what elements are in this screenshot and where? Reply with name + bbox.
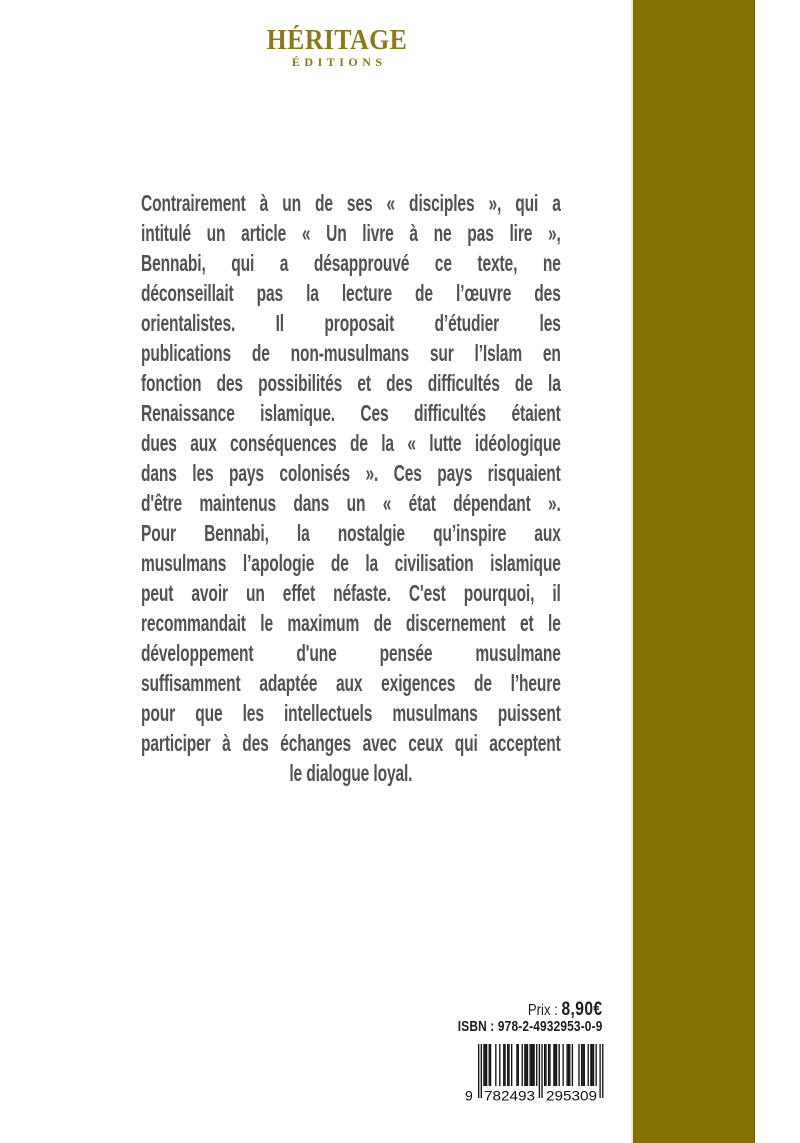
blurb-line: Bennabi, qui a désapprouvé ce texte, ne [141,250,561,276]
back-cover-blurb [141,188,561,788]
blurb-line: suffisamment adaptée aux exigences de l’heure [141,670,561,696]
blurb-line: Pour Bennabi, la nostalgie qu’inspire aux [141,520,561,546]
blurb-line: musulmans l’apologie de la civilisation islamique [141,550,561,576]
blurb-line: Renaissance islamique. Ces difficultés étaient [141,400,561,426]
publisher-name: HÉRITAGE [266,25,408,56]
blurb-line: Contrairement à un de ses « disciples », qui a [141,190,561,216]
blurb-line: le dialogue loyal. [289,760,413,786]
price-value: 8,90€ [560,999,602,1020]
blurb-line: fonction des possibilités et des difficultés de la [141,370,561,396]
svg-text:782493: 782493 [483,1087,536,1104]
blurb-line: pour que les intellectuels musulmans puissent [141,700,561,726]
blurb-line: déconseillait pas la lecture de l’œuvre des [141,280,561,306]
svg-text:9: 9 [465,1087,473,1104]
publisher-logo [261,25,414,69]
blurb-line: peut avoir un effet néfaste. C'est pourquoi, il [141,580,561,606]
blurb-line: recommandait le maximum de discernement et le [141,610,561,636]
publisher-subtitle: ÉDITIONS [291,55,387,69]
isbn-label: ISBN : [457,1019,494,1035]
blurb-line: publications de non-musulmans sur l’Islam en [141,340,561,366]
blurb-line: intitulé un article « Un livre à ne pas lire », [141,220,561,246]
price-line [457,1001,602,1019]
blurb-line: dues aux conséquences de la « lutte idéologique [141,430,561,456]
blurb-line: dans les pays colonisés ». Ces pays risquaient [141,460,561,486]
svg-text:295309: 295309 [546,1087,598,1104]
price-label: Prix : [527,1002,558,1019]
isbn-value: 978-2-4932953-0-9 [497,1019,602,1035]
blurb-line: orientalistes. Il proposait d’étudier les [141,310,561,336]
spine-accent-band [631,0,755,1143]
isbn-line [457,1020,602,1035]
blurb-line: développement d'une pensée musulmane [141,640,561,666]
ean13-barcode [464,1044,609,1108]
price-block [457,1001,602,1035]
barcode-bars [464,1044,609,1108]
blurb-line: d'être maintenus dans un « état dépendant ». [141,490,561,516]
blurb-line: participer à des échanges avec ceux qui acceptent [141,730,561,756]
